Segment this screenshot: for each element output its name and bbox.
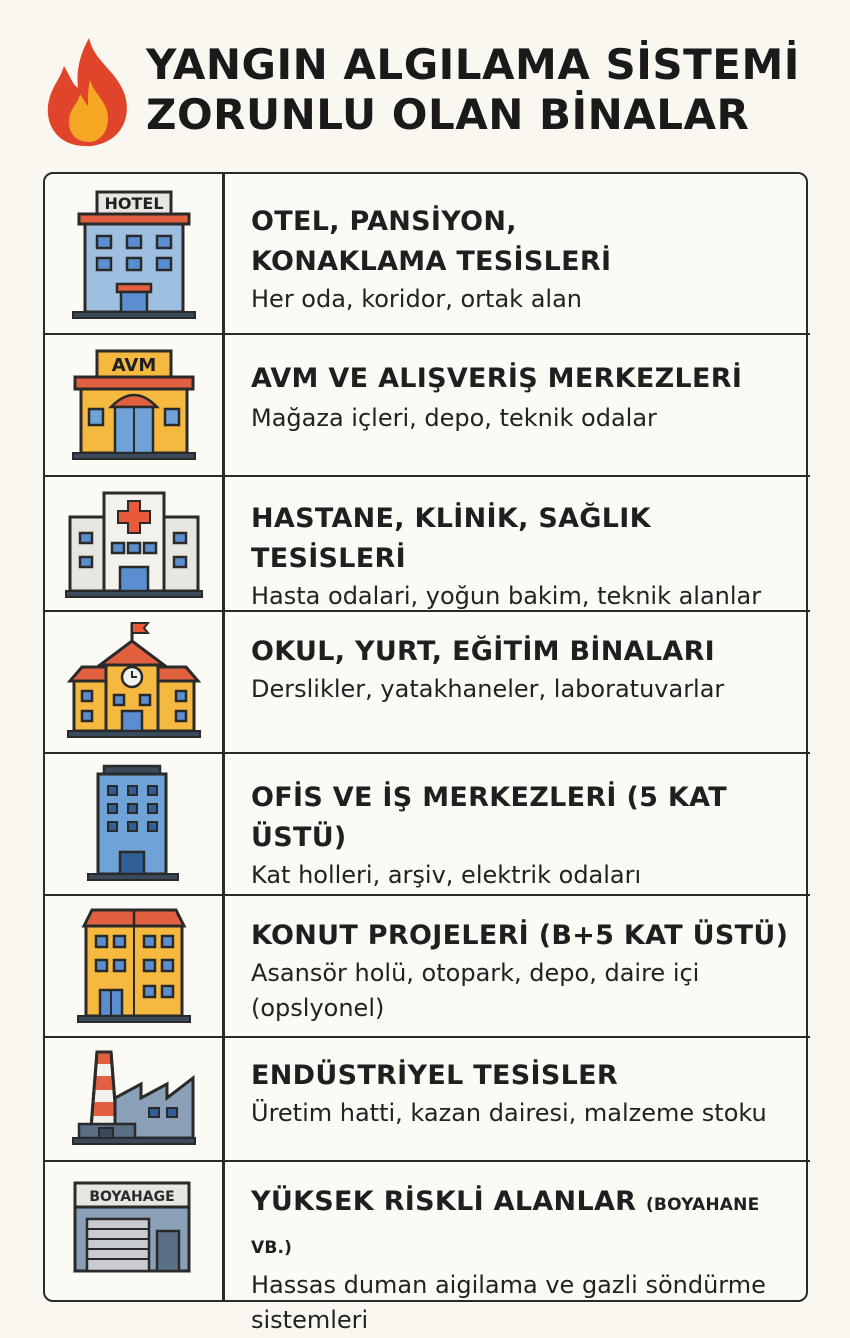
row-title: OKUL, YURT, EĞİTİM BİNALARI <box>251 636 716 667</box>
text-cell <box>251 632 798 707</box>
paint-shop-icon <box>69 1163 199 1275</box>
table-row-mall <box>45 335 810 477</box>
table-row-hotel <box>45 174 810 335</box>
row-description-line-2: (opslyonel) <box>251 994 385 1022</box>
text-cell <box>251 778 798 893</box>
table-row-paint-shop <box>45 1162 810 1334</box>
hotel-sign-text: HOTEL <box>103 193 164 213</box>
table-row-apartment <box>45 896 810 1038</box>
row-title-main: YÜKSEK RİSKLİ ALANLAR <box>251 1186 637 1217</box>
icon-cell <box>45 896 222 1036</box>
text-cell <box>251 1056 798 1131</box>
text-cell <box>251 499 798 614</box>
row-title-line-2: KONAKLAMA TESİSLERİ <box>251 246 612 277</box>
title-line-2: ZORUNLU OLAN BİNALAR <box>146 90 750 139</box>
icon-cell <box>45 754 222 894</box>
table-row-school <box>45 612 810 754</box>
apartment-icon <box>74 908 194 1024</box>
icon-cell <box>45 1038 222 1160</box>
row-title: ENDÜSTRİYEL TESİSLER <box>251 1060 618 1091</box>
table-row-hospital <box>45 477 810 612</box>
factory-icon <box>71 1048 197 1150</box>
row-description-line-1: Asansör holü, otopark, depo, daire içi <box>251 959 700 987</box>
row-title: OFİS VE İŞ MERKEZLERİ (5 KAT ÜSTÜ) <box>251 782 727 853</box>
row-description: Derslikler, yatakhaneler, laboratuvarlar <box>251 675 725 703</box>
icon-cell <box>45 335 222 475</box>
building-table <box>43 172 808 1334</box>
text-cell <box>251 202 798 317</box>
icon-cell <box>45 612 222 752</box>
hospital-icon <box>66 489 202 599</box>
text-cell <box>251 916 798 1026</box>
text-cell <box>251 359 798 436</box>
text-cell <box>251 1182 798 1338</box>
row-description-line-2: sistemleri <box>251 1306 369 1334</box>
flame-icon <box>44 36 134 148</box>
mall-sign-text: AVM <box>111 355 156 376</box>
row-description: Her oda, koridor, ortak alan <box>251 285 582 313</box>
page-title <box>146 40 800 140</box>
row-description: Kat holleri, arşiv, elektrik odaları <box>251 861 642 889</box>
row-description-line-1: Hassas duman aigilama ve gazli söndürme <box>251 1271 766 1299</box>
office-icon <box>84 764 184 884</box>
icon-cell <box>45 477 222 610</box>
icon-cell <box>45 174 222 333</box>
row-title <box>251 1182 798 1268</box>
row-title: HASTANE, KLİNİK, SAĞLIK TESİSLERİ <box>251 503 651 574</box>
row-description: Üretim hatti, kazan dairesi, malzeme stoku <box>251 1099 767 1127</box>
table-row-office <box>45 754 810 896</box>
table-row-factory <box>45 1038 810 1162</box>
row-description: Mağaza içleri, depo, teknik odalar <box>251 404 657 432</box>
row-title-note: (BOYAHANE VB.) <box>251 1195 760 1258</box>
row-title: AVM VE ALIŞVERİŞ MERKEZLERİ <box>251 363 743 394</box>
header <box>0 0 850 170</box>
row-title: KONUT PROJELERİ (B+5 KAT ÜSTÜ) <box>251 920 789 951</box>
icon-cell <box>45 1162 222 1304</box>
paint-shop-sign-text: BOYAHAGE <box>88 1189 175 1205</box>
hotel-icon <box>69 186 199 322</box>
mall-icon <box>69 347 199 463</box>
title-line-1: YANGIN ALGILAMA SİSTEMİ <box>146 40 800 89</box>
row-title-line-1: OTEL, PANSİYON, <box>251 206 517 237</box>
school-icon <box>66 621 202 743</box>
row-description: Hasta odalari, yoğun bakim, teknik alanlar <box>251 582 762 610</box>
